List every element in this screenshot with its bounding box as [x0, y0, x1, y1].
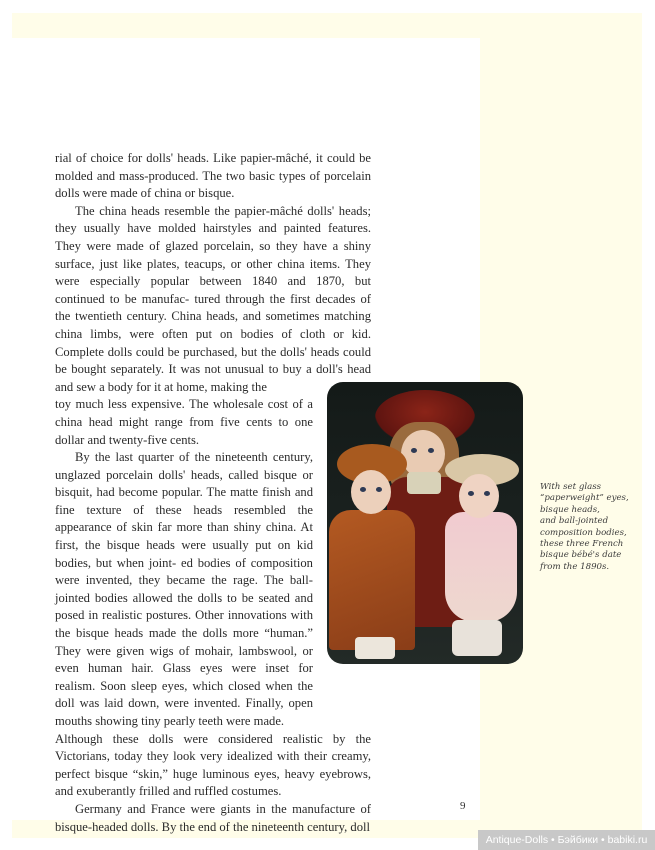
- text-line: heads, and sometimes matching china limbs, were often put on: [55, 309, 371, 341]
- eye: [468, 491, 474, 496]
- dress-right-doll: [445, 512, 517, 622]
- face-left-doll: [351, 470, 391, 514]
- text-line: fine texture of these heads resembled the appearance: [55, 502, 313, 535]
- text-line: of skin far more than shiny china. At first, the bisque: [55, 520, 313, 553]
- text-line: like plates, teacups, or other china items. They were especially: [55, 256, 371, 289]
- face-back-doll: [401, 430, 445, 478]
- caption-line: bisque heads,: [540, 504, 600, 515]
- text-line: popular between 1840 and 1870, but continued to be manufac-: [55, 274, 372, 306]
- text-line: doll was laid down, were invented. Finally, open: [55, 696, 313, 711]
- text-line: The china heads resemble the papier-mâché dolls' heads;: [75, 203, 371, 218]
- paragraph-2-wrap: [55, 396, 313, 449]
- text-line: they usually have molded hairstyles and painted features. They: [55, 221, 371, 253]
- legs-left-doll: [355, 637, 395, 659]
- text-line: more “human.” They were given wigs of mohair,: [55, 626, 313, 658]
- caption-line: bisque bébé's date: [540, 550, 622, 561]
- text-line: unglazed porcelain dolls' heads, called bisque or: [55, 467, 313, 482]
- page-number: 9: [460, 800, 466, 812]
- text-line: Although these dolls were considered realistic by the Victorians,: [55, 731, 371, 764]
- paragraph-1: [55, 150, 371, 203]
- eye: [484, 491, 490, 496]
- text-line: to be seated and posed in realistic postures. Other: [55, 590, 313, 623]
- text-line: the rage. The ball-jointed bodies allowed the dolls: [55, 573, 313, 605]
- paragraph-4: [55, 801, 371, 836]
- text-line: china head might range from five cents to one dollar: [55, 414, 313, 447]
- text-line: mouths showing tiny pearly teeth were made.: [55, 714, 285, 728]
- paragraph-2: [55, 203, 371, 397]
- body-text: [55, 150, 371, 836]
- text-line: heads were usually put on kid bodies, but when joint-: [55, 538, 313, 570]
- text-line: toy much less expensive. The wholesale cost of a: [55, 397, 313, 412]
- legs-right-doll: [452, 620, 502, 656]
- text-line: molded and mass-produced. The two basic types of porcelain: [55, 168, 371, 183]
- figure-caption: [540, 482, 640, 573]
- text-line: ed bodies of composition were invented, they became: [55, 555, 313, 588]
- face-right-doll: [459, 474, 499, 518]
- eye: [360, 487, 366, 492]
- doll-photo: [327, 382, 523, 664]
- text-line: dolls were made of china or bisque.: [55, 186, 235, 201]
- text-line: bodies of cloth or kid. Complete dolls could be purchased, but: [55, 326, 371, 359]
- text-line: today they look very idealized with their creamy, perfect bisque: [55, 749, 371, 781]
- eye: [428, 448, 434, 453]
- caption-line: “paperweight” eyes,: [540, 493, 629, 504]
- text-line: innovations with the bisque heads made the dolls: [55, 608, 314, 641]
- text-line: and twenty-five cents.: [87, 432, 200, 447]
- paragraph-3: [55, 449, 313, 731]
- eye: [376, 487, 382, 492]
- text-line: the dolls' heads could be bought separately. It was not unusual: [55, 344, 371, 377]
- text-line: were made of glazed porcelain, so they have a shiny surface, just: [55, 238, 371, 271]
- cream-frame-top: [12, 13, 642, 38]
- text-line: Germany and France were giants in the manufacture of: [75, 801, 371, 816]
- caption-line: these three French: [540, 539, 624, 550]
- text-line: lambswool, or even human hair. Glass eyes were inset: [55, 643, 314, 676]
- lace-collar: [407, 472, 441, 494]
- caption-line: and ball-jointed: [540, 516, 609, 527]
- text-line: tured through the first decades of the twentieth century. China: [55, 291, 372, 324]
- caption-line: With set glass: [540, 482, 602, 492]
- text-line: rial of choice for dolls' heads. Like papier-mâché, it could be: [55, 151, 371, 165]
- text-line: to buy a doll's head and sew a body for it at home, making the: [55, 362, 371, 394]
- watermark: Antique-Dolls • Бэйбики • babiki.ru: [478, 830, 655, 850]
- eye: [411, 448, 417, 453]
- text-line: for realism. Soon sleep eyes, which closed when the: [55, 661, 313, 693]
- text-line: bisquit, had become popular. The matte finish and: [55, 485, 313, 500]
- text-line: By the last quarter of the nineteenth century,: [75, 450, 313, 465]
- text-line: frilled and ruffled costumes.: [138, 784, 282, 799]
- paragraph-3-wrap: [55, 731, 371, 801]
- text-line: “skin,” huge luminous eyes, heavy eyebrows, and exuberantly: [55, 766, 371, 799]
- caption-line: from the 1890s.: [540, 561, 610, 572]
- text-line: bisque-headed dolls. By the end of the nineteenth century, doll: [55, 819, 370, 834]
- caption-line: composition bodies,: [540, 527, 627, 538]
- coat-left-doll: [329, 510, 415, 650]
